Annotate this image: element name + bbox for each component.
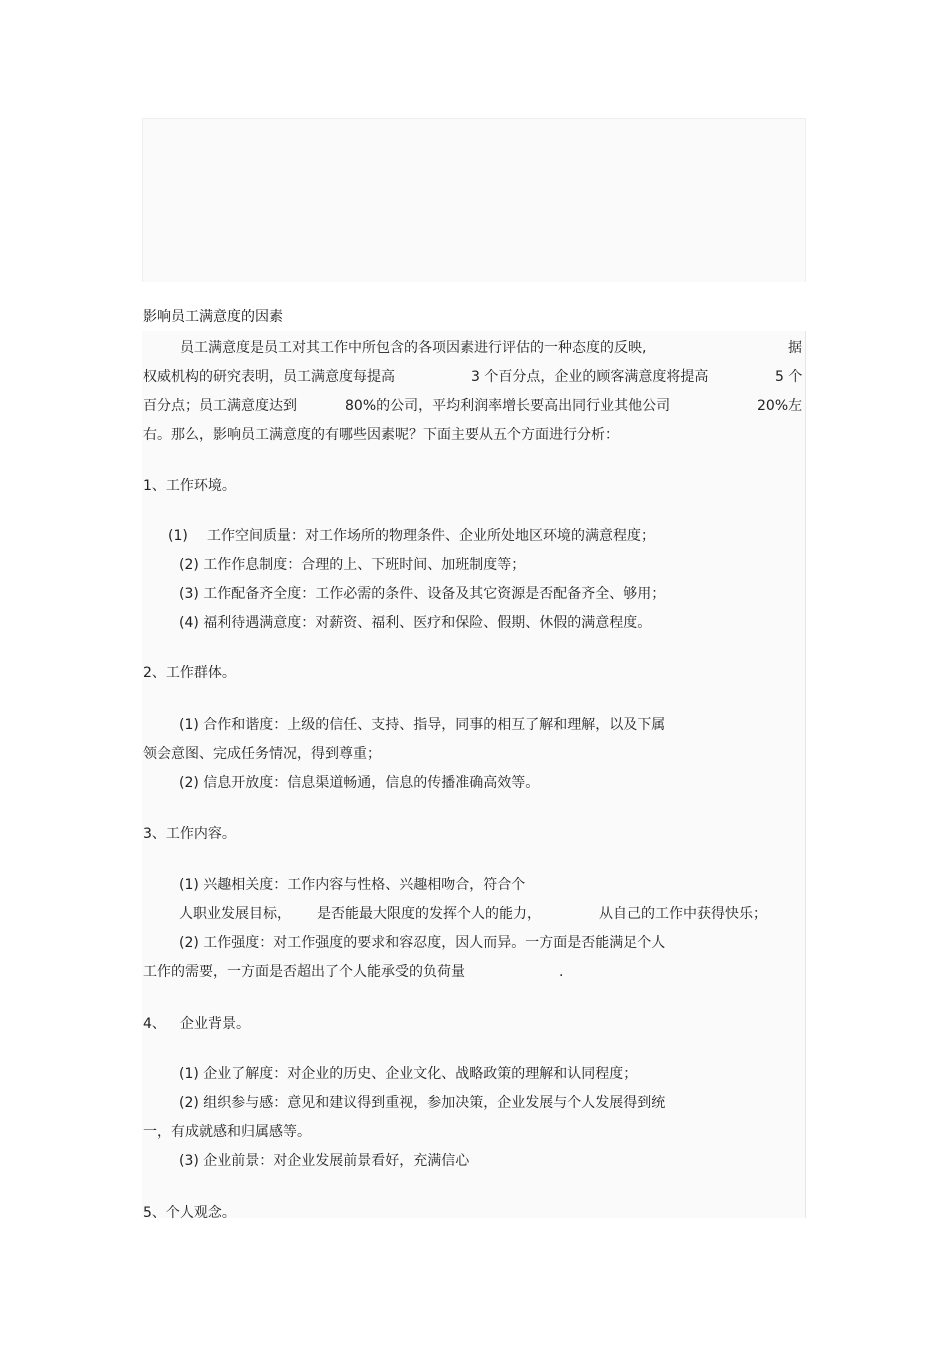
s4-item-2-cont: 一，有成就感和归属感等。	[143, 1124, 311, 1140]
section-1-heading: 1、工作环境。	[143, 478, 236, 494]
page-title: 影响员工满意度的因素	[143, 309, 283, 325]
intro-line-4: 右。那么，影响员工满意度的有哪些因素呢？下面主要从五个方面进行分析：	[143, 427, 619, 443]
s1-item-4: (4) 福利待遇满意度：对薪资、福利、医疗和保险、假期、休假的满意程度。	[179, 615, 652, 631]
section-4-number: 4、	[143, 1016, 166, 1032]
s1-item-2: (2) 工作作息制度：合理的上、下班时间、加班制度等；	[179, 557, 526, 573]
intro-line-2-mid: 3 个百分点，企业的顾客满意度将提高	[471, 369, 709, 385]
s1-item-3: (3) 工作配备齐全度：工作必需的条件、设备及其它资源是否配备齐全、够用；	[179, 586, 666, 602]
intro-line-1-end: 据	[788, 340, 802, 356]
s4-item-3: (3) 企业前景：对企业发展前景看好，充满信心	[179, 1153, 470, 1169]
s2-item-1: (1) 合作和谐度：上级的信任、支持、指导，同事的相互了解和理解，以及下属	[179, 717, 666, 733]
s2-item-2: (2) 信息开放度：信息渠道畅通，信息的传播准确高效等。	[179, 775, 540, 791]
s3-item-1-cont-b: 是否能最大限度的发挥个人的能力，	[317, 906, 541, 922]
section-5-heading: 5、个人观念。	[143, 1205, 236, 1221]
s1-item-1-num: (1)	[168, 528, 188, 544]
s3-item-2: (2) 工作强度：对工作强度的要求和容忍度，因人而异。一方面是否能满足个人	[179, 935, 666, 951]
s4-item-1: (1) 企业了解度：对企业的历史、企业文化、战略政策的理解和认同程度；	[179, 1066, 638, 1082]
s3-item-2-cont: 工作的需要，一方面是否超出了个人能承受的负荷量	[143, 964, 465, 980]
s1-item-1: 工作空间质量：对工作场所的物理条件、企业所处地区环境的满意程度；	[207, 528, 655, 544]
intro-line-1: 员工满意度是员工对其工作中所包含的各项因素进行评估的一种态度的反映,	[180, 340, 647, 356]
section-4-heading: 企业背景。	[180, 1016, 250, 1032]
s3-item-1-cont-a: 人职业发展目标，	[179, 906, 291, 922]
s3-item-1: (1) 兴趣相关度：工作内容与性格、兴趣相吻合，符合个	[179, 877, 526, 893]
s3-item-2-period: .	[559, 964, 564, 980]
intro-line-3-mid: 80%的公司，平均利润率增长要高出同行业其他公司	[345, 398, 671, 414]
s4-item-2: (2) 组织参与感：意见和建议得到重视，参加决策，企业发展与个人发展得到统	[179, 1095, 666, 1111]
section-3-heading: 3、工作内容。	[143, 826, 236, 842]
intro-line-3: 百分点；员工满意度达到	[143, 398, 297, 414]
intro-line-3-end: 20%左	[757, 398, 803, 414]
section-2-heading: 2、工作群体。	[143, 665, 236, 681]
intro-line-2-end: 5 个	[775, 369, 803, 385]
s3-item-1-cont-c: 从自己的工作中获得快乐；	[599, 906, 767, 922]
s2-item-1-cont: 领会意图、完成任务情况，得到尊重；	[143, 746, 381, 762]
intro-line-2: 权威机构的研究表明，员工满意度每提高	[143, 369, 395, 385]
blank-image-area	[142, 118, 806, 282]
